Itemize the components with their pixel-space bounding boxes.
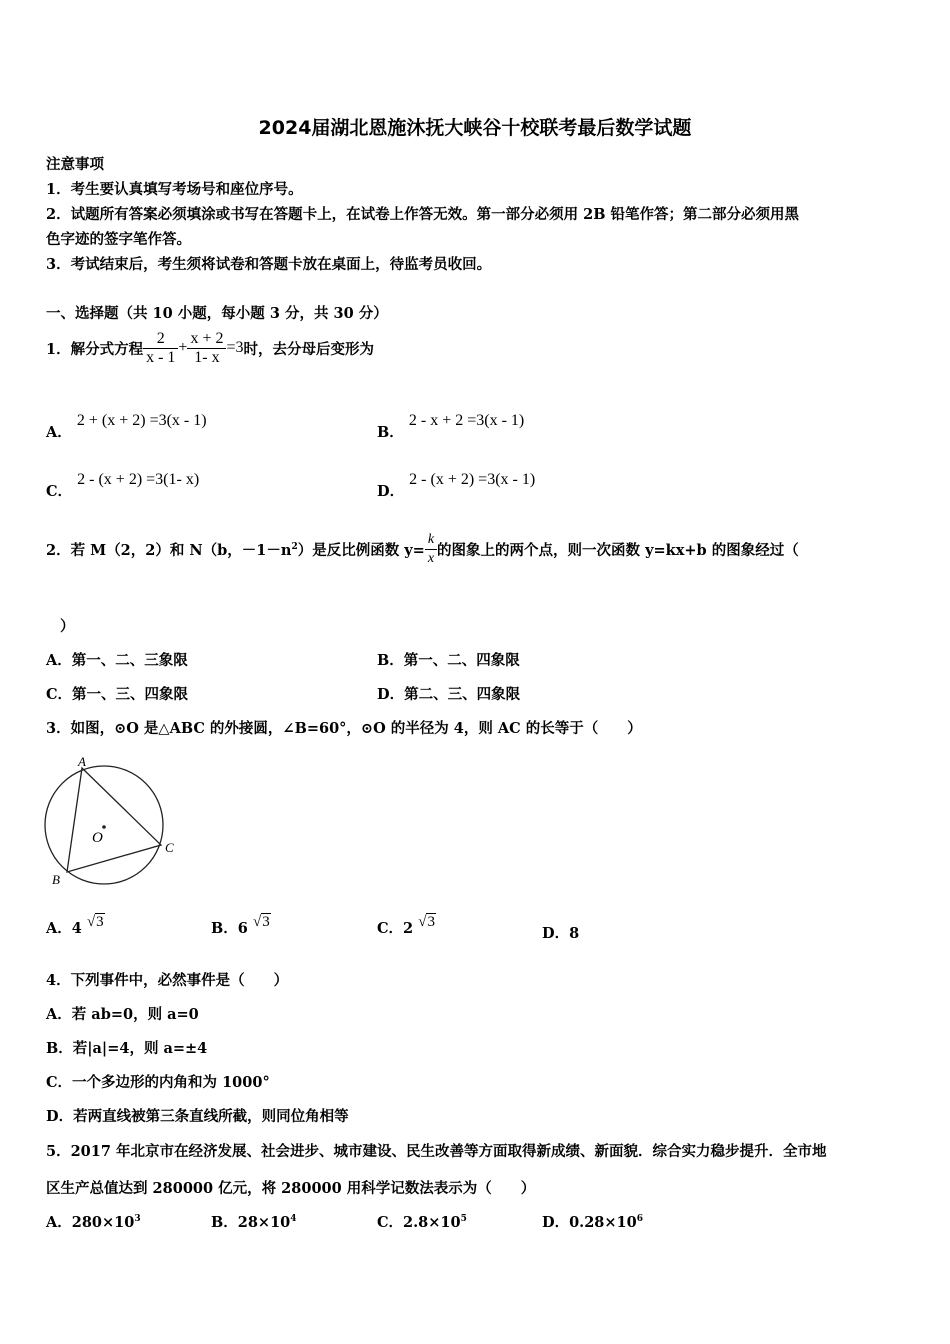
label-c: C [165, 840, 174, 855]
notes-item-2-line2: 色字迹的签字笔作答。 [46, 231, 191, 248]
circumcircle [45, 766, 163, 884]
q1-option-a [46, 410, 207, 442]
label-a: A [78, 755, 86, 769]
q2-fraction [425, 531, 437, 568]
q1-option-d-label: D． [377, 483, 405, 500]
q1-plus: + [178, 339, 188, 356]
notes-item-1: 1．考生要认真填写考场号和座位序号。 [46, 181, 303, 198]
q1-frac2-den: 1- x [194, 348, 220, 366]
question-5-line2: 区生产总值达到 280000 亿元，将 280000 用科学记数法表示为（ ） [46, 1180, 536, 1197]
sqrt-icon: √3 [418, 914, 435, 930]
q3-option-c [377, 914, 436, 938]
q2-frac-den: x [427, 550, 435, 566]
circle-triangle-figure [40, 755, 180, 890]
label-o: O [92, 830, 103, 846]
center-point [102, 825, 106, 829]
question-5-line1: 5．2017 年北京市在经济发展、社会进步、城市建设、民生改善等方面取得新成绩、新面貌．综合实力稳步提升．全市地 [46, 1143, 827, 1160]
q1-equals: =3 [226, 339, 244, 356]
q3-option-a-radicand: 3 [96, 914, 104, 930]
q4-option-d: D．若两直线被第三条直线所截，则同位角相等 [46, 1108, 349, 1125]
q3-option-c-radicand: 3 [427, 914, 435, 930]
q5-option-c: C．$2.8\times 10^5$ [377, 1214, 467, 1231]
notes-heading: 注意事项 [46, 156, 104, 173]
q3-option-b-label: B．6 [211, 920, 248, 937]
q2-option-b: B．第一、二、四象限 [377, 652, 520, 669]
q3-option-b [211, 914, 271, 938]
q2-mid: ）是反比例函数 y= [297, 541, 425, 559]
q3-option-c-label: C．2 [377, 920, 414, 937]
q1-frac1-den: x - 1 [146, 348, 176, 366]
question-4-stem: 4．下列事件中，必然事件是（ ） [46, 972, 289, 989]
q1-prefix: 1．解分式方程 [46, 340, 144, 358]
q5-option-d-exp: 6 [636, 1214, 643, 1225]
q2-frac-num: k [425, 531, 437, 550]
notes-item-3: 3．考试结束后，考生须将试卷和答题卡放在桌面上，待监考员收回。 [46, 256, 492, 273]
q2-suffix: 的图象上的两个点，则一次函数 y=kx+b 的图象经过（ [437, 541, 799, 559]
q2-option-a: A．第一、二、三象限 [46, 652, 188, 669]
q1-option-b [377, 410, 524, 442]
question-2-stem [46, 527, 799, 571]
notes-item-2-line1: 2．试题所有答案必须填涂或书写在答题卡上，在试卷上作答无效。第一部分必须用 2B 铅笔作答；第二部分必须用黑 [46, 206, 800, 223]
q1-option-b-text: 2 - x + 2 =3(x - 1) [408, 412, 525, 429]
q5-option-c-exp: 5 [460, 1214, 467, 1225]
q2-prefix: 2．若 M（2，2）和 N（b，$-1-n^2$ [46, 541, 298, 559]
q1-suffix: 时，去分母后变形为 [243, 340, 375, 358]
q1-frac2-num: x + 2 [187, 330, 226, 349]
q4-option-b: B．若|a|=4，则 a=±4 [46, 1040, 208, 1057]
q5-option-b: B．$28\times 10^4$ [211, 1214, 297, 1231]
sqrt-icon: √3 [252, 914, 270, 930]
q5-option-a: A．$280\times 10^3$ [46, 1214, 141, 1231]
question-1-stem [46, 326, 374, 370]
q1-fraction-2 [187, 330, 226, 367]
q5-option-d: D．$0.28\times 10^6$ [542, 1214, 643, 1231]
q3-option-b-radicand: 3 [262, 914, 270, 930]
q1-option-d-text: 2 - (x + 2) =3(x - 1) [409, 471, 536, 488]
q3-option-a-label: A．4 [46, 920, 82, 937]
sqrt-icon: √3 [86, 914, 104, 930]
q1-option-b-label: B． [377, 424, 404, 441]
q3-option-a [46, 914, 105, 938]
page-title: 2024届湖北恩施沐抚大峡谷十校联考最后数学试题 [258, 117, 692, 139]
label-b: B [52, 872, 60, 887]
section-1-heading: 一、选择题（共 10 小题，每小题 3 分，共 30 分） [46, 305, 388, 322]
q4-option-a: A．若 ab=0，则 a=0 [46, 1006, 199, 1023]
q1-option-c-text: 2 - (x + 2) =3(1- x) [77, 471, 200, 488]
q4-option-c: C．一个多边形的内角和为 1000° [46, 1074, 270, 1091]
q1-frac1-num: 2 [143, 330, 178, 349]
q1-fraction-1 [143, 330, 178, 367]
q1-option-a-label: A． [46, 424, 72, 441]
q1-option-c [46, 469, 199, 501]
q1-option-c-label: C． [46, 483, 73, 500]
question-3-stem: 3．如图，⊙O 是△ABC 的外接圆，∠B=60°，⊙O 的半径为 4，则 AC 的长等于（ ） [46, 720, 642, 737]
q1-option-d [377, 469, 535, 501]
q1-option-a-text: 2 + (x + 2) =3(x - 1) [76, 412, 207, 429]
q5-option-a-exp: 3 [134, 1214, 141, 1225]
q2-close-paren: ） [60, 618, 75, 635]
q2-option-c: C．第一、三、四象限 [46, 686, 189, 703]
q2-prefix-sup: 2 [291, 541, 298, 552]
q2-option-d: D．第二、三、四象限 [377, 686, 521, 703]
q3-option-d: D．8 [542, 925, 580, 942]
q5-option-b-exp: 4 [290, 1214, 297, 1225]
